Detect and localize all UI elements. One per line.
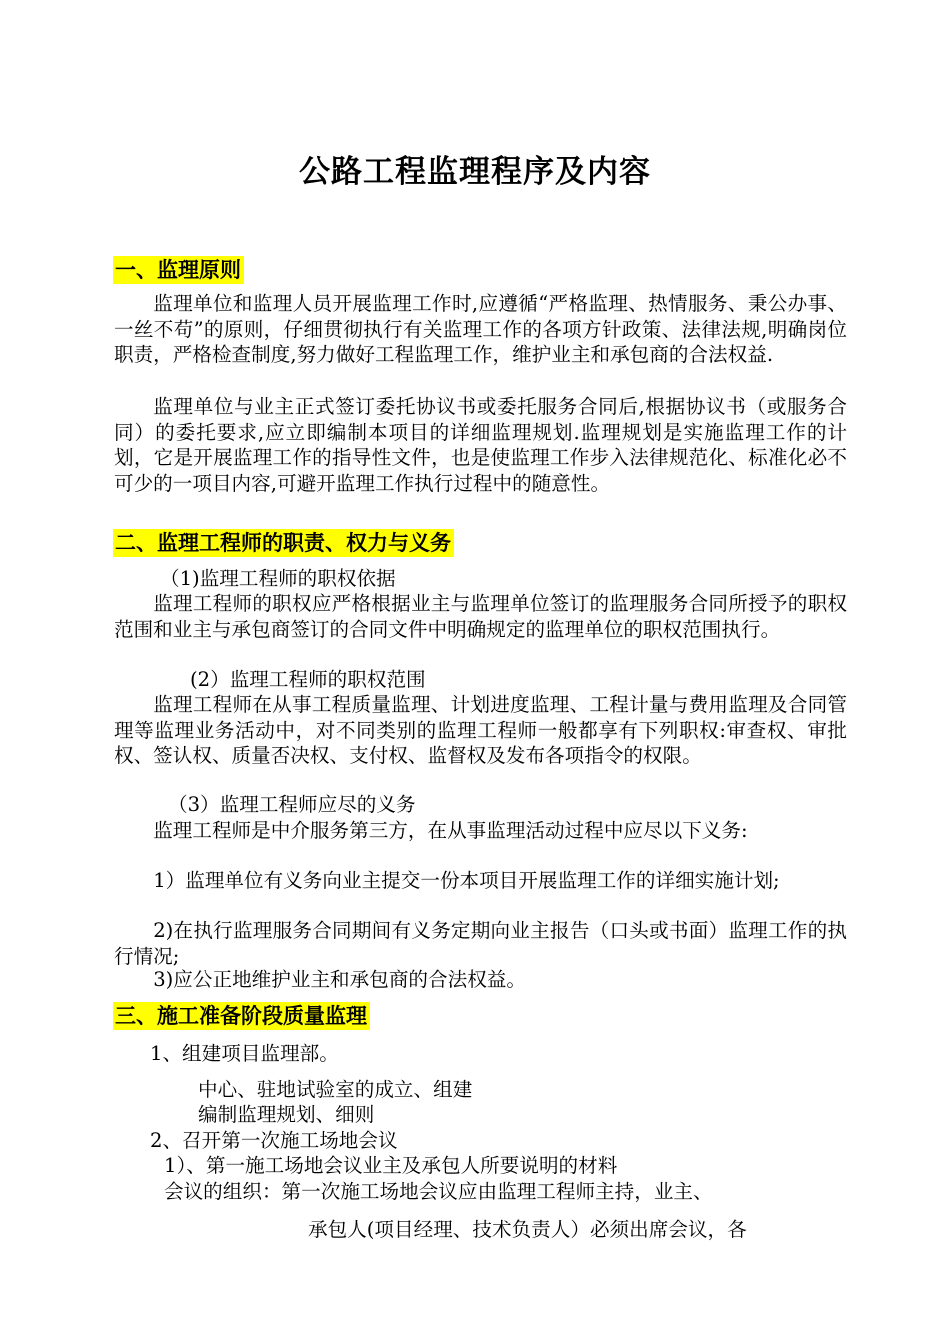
duties-paragraph-2: 监理工程师在从事工程质量监理、计划进度监理、工程计量与费用监理及合同管理等监理业务活动中，对不同类别的监理工程师一般都享有下列职权:审查权、审批权、签认权、质量否决权、支付权、监督权及发布各项指令的权限。 (114, 693, 847, 768)
subheading-authority-scope: (2）监理工程师的职权范围 (190, 668, 426, 691)
prep-item-2c: 承包人(项目经理、技术负责人）必须出席会议，各 (308, 1218, 747, 1241)
prep-item-2b: 会议的组织：第一次施工场地会议应由监理工程师主持，业主、 (164, 1180, 713, 1203)
section-heading-preparation: 三、施工准备阶段质量监理 (113, 1002, 370, 1030)
section-heading-principles: 一、监理原则 (113, 256, 244, 284)
prep-item-2: 2、召开第一次施工场地会议 (150, 1129, 398, 1152)
prep-item-1b: 编制监理规划、细则 (198, 1103, 375, 1126)
obligation-item-2: 2)在执行监理服务合同期间有义务定期向业主报告（口头或书面）监理工作的执行情况; (114, 919, 847, 968)
obligation-item-1: 1）监理单位有义务向业主提交一份本项目开展监理工作的详细实施计划; (153, 869, 780, 892)
subheading-authority-basis: （1)监理工程师的职权依据 (160, 567, 396, 590)
principles-paragraph-1: 监理单位和监理人员开展监理工作时,应遵循“严格监理、热情服务、秉公办事、一丝不苟”的原则，仔细贯彻执行有关监理工作的各项方针政策、法律法规,明确岗位职责，严格检查制度,努力做好工程监理工作，维护业主和承包商的合法权益. (114, 292, 847, 367)
prep-item-2a: 1）、第一施工场地会议业主及承包人所要说明的材料 (164, 1154, 618, 1177)
subheading-obligations: （3）监理工程师应尽的义务 (168, 793, 416, 816)
prep-item-1a: 中心、驻地试验室的成立、组建 (198, 1078, 473, 1101)
duties-paragraph-3: 监理工程师是中介服务第三方，在从事监理活动过程中应尽以下义务: (153, 819, 748, 842)
duties-paragraph-1: 监理工程师的职权应严格根据业主与监理单位签订的监理服务合同所授予的职权范围和业主与承包商签订的合同文件中明确规定的监理单位的职权范围执行。 (114, 592, 847, 641)
section-heading-duties: 二、监理工程师的职责、权力与义务 (113, 529, 454, 557)
principles-paragraph-2: 监理单位与业主正式签订委托协议书或委托服务合同后,根据协议书（或服务合同）的委托要求,应立即编制本项目的详细监理规划.监理规划是实施监理工作的计划，它是开展监理工作的指导性文件，也是使监理工作步入法律规范化、标准化必不可少的一项目内容,可避开监理工作执行过程中的随意性。 (114, 395, 847, 496)
page-title: 公路工程监理程序及内容 (299, 154, 651, 190)
obligation-item-3: 3)应公正地维护业主和承包商的合法权益。 (153, 968, 526, 991)
prep-item-1: 1、组建项目监理部。 (150, 1042, 339, 1065)
